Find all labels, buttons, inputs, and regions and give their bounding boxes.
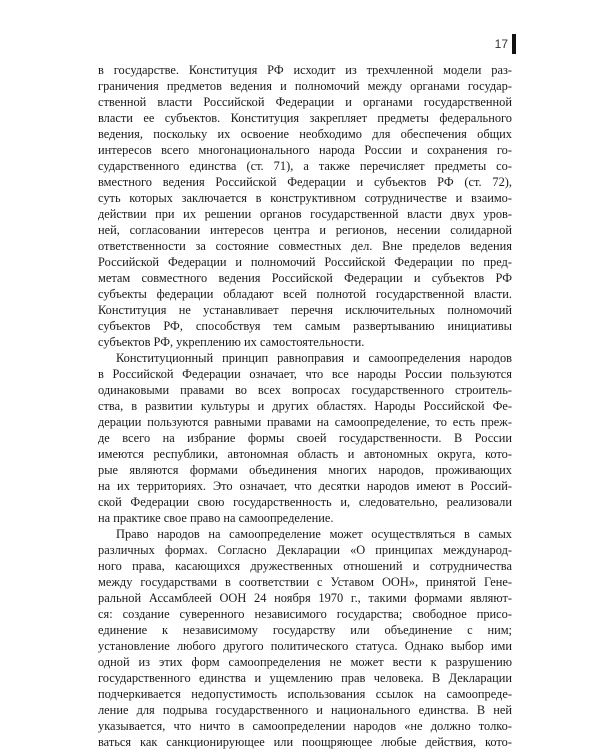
text-line: между государствами в соответствии с Уставом ООН», принятой Гене- (98, 575, 512, 589)
text-line: в Российской Федерации означает, что все народы России пользуются (98, 367, 512, 381)
page-number-marker (512, 34, 516, 54)
body-text (98, 62, 512, 750)
text-line: имеются республики, автономная область и автономных округа, кото- (98, 447, 512, 461)
page-number: 17 (494, 37, 508, 51)
text-line: субъекты федерации обладают всей полнотой государственной власти. (98, 287, 512, 301)
text-line: одной из этих форм самоопределения не может вести к разрушению (98, 655, 512, 669)
text-line: интересов всего многонационального народа России и сохранения го- (98, 143, 512, 157)
text-line: ся: создание суверенного независимого государства; свободное присо- (98, 607, 512, 621)
paragraph-first-line: Конституционный принцип равноправия и самоопределения народов (116, 351, 512, 365)
text-line: одинаковыми правами во всех вопросах государственного строитель- (98, 383, 512, 397)
text-line: Конституция не устанавливает перечня исключительных полномочий (98, 303, 512, 317)
text-line: подчеркивается недопустимость использования ссылок на самоопреде- (98, 687, 512, 701)
text-line: различных формах. Согласно Декларации «О принципах международ- (98, 543, 512, 557)
text-line: Российской Федерации и полномочий Российской Федерации по пред- (98, 255, 512, 269)
text-line: указывается, что ничто в самоопределении народов «не должно толко- (98, 719, 512, 733)
text-line: ведения, поскольку их освоение необходимо для обеспечения общих (98, 127, 512, 141)
text-line: на практике свое право на самоопределение. (98, 511, 334, 525)
text-line: ление для подрыва государственного и национального единства. В ней (98, 703, 512, 717)
text-line: ской Федерации свою государственность и, следовательно, реализовали (98, 495, 512, 509)
text-line: вместного ведения Российской Федерации и субъектов РФ (ст. 72), (98, 175, 512, 189)
text-line: единение к независимому государству или объединение с ним; (98, 623, 512, 637)
text-line: метам совместного ведения Российской Федерации и субъектов РФ (98, 271, 512, 285)
text-line: де всего на избрание формы своей государственности. В России (98, 431, 512, 445)
text-line: ственной власти Российской Федерации и органами государственной (98, 95, 512, 109)
text-line: ного права, касающихся дружественных отношений и сотрудничества (98, 559, 512, 573)
text-line: ства, в развитии культуры и других областях. Народы Российской Фе- (98, 399, 512, 413)
text-line: дерации пользуются равными правами на самоопределение, то есть преж- (98, 415, 512, 429)
text-line: государственного единства и ущемлению прав человека. В Декларации (98, 671, 512, 685)
text-line: граничения предметов ведения и полномочий между органами государ- (98, 79, 512, 93)
text-line: субъектов РФ, способствуя тем самым развертыванию инициативы (98, 319, 512, 333)
text-line: ваться как санкционирующее или поощряющее любые действия, кото- (98, 735, 512, 749)
text-line: ней, согласовании интересов центра и регионов, несении солидарной (98, 223, 512, 237)
text-line: в государстве. Конституция РФ исходит из трехчленной модели раз- (98, 63, 512, 77)
text-line: действии при их решении органов государственной власти двух уров- (98, 207, 512, 221)
text-line: ральной Ассамблеей ООН 24 ноября 1970 г., такими формами являют- (98, 591, 512, 605)
text-line: сударственного единства (ст. 71), а также перечисляет предметы со- (98, 159, 512, 173)
text-line: суть которых заключается в конструктивном сотрудничестве и взаимо- (98, 191, 512, 205)
text-line: ответственности за состояние совместных дел. Вне пределов ведения (98, 239, 512, 253)
paragraph-first-line: Право народов на самоопределение может осуществляться в самых (116, 527, 512, 541)
text-line: власти ее субъектов. Конституция закрепляет предметы федерального (98, 111, 512, 125)
text-line: рые являются формами объединения многих народов, проживающих (98, 463, 512, 477)
text-line: установление любого другого политического статуса. Однако выбор ими (98, 639, 512, 653)
text-line: на их территориях. Это означает, что десятки народов имеют в Россий- (98, 479, 512, 493)
text-line: субъектов РФ, укреплению их самостоятельности. (98, 335, 365, 349)
